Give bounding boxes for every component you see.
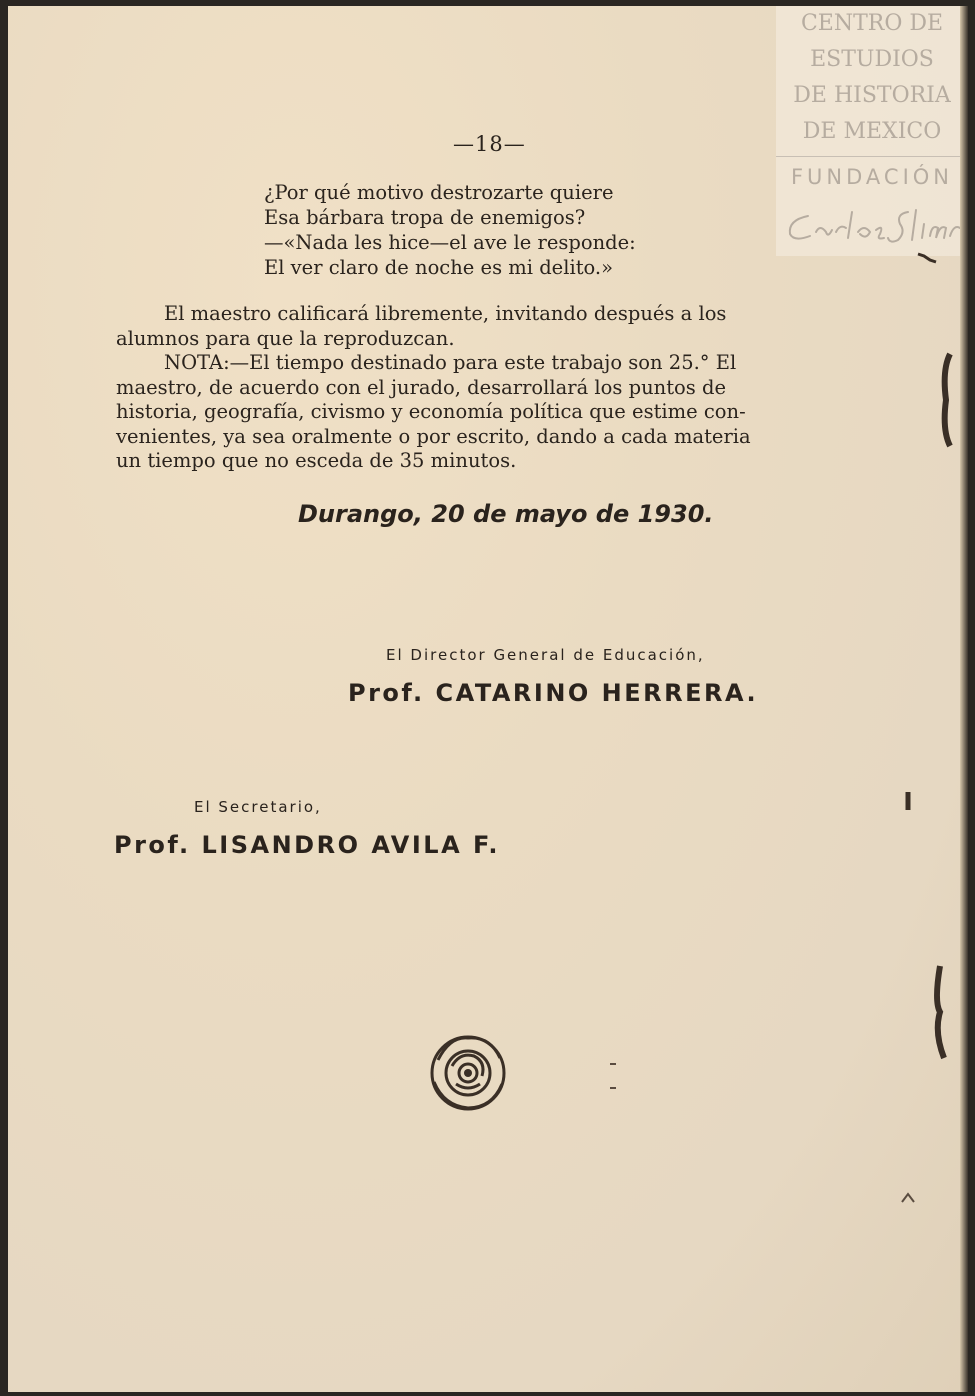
director-title: El Director General de Educación, bbox=[386, 646, 705, 664]
document-page bbox=[8, 6, 968, 1392]
director-name: Prof. CATARINO HERRERA. bbox=[348, 679, 759, 707]
verse-line: El ver claro de noche es mi delito.» bbox=[264, 256, 614, 279]
secretary-title: El Secretario, bbox=[194, 798, 322, 816]
body-line: NOTA:—El tiempo destinado para este trabajo son 25.° El bbox=[164, 351, 737, 374]
verse-line: —«Nada les hice—el ave le responde: bbox=[264, 231, 636, 254]
ink-mark bbox=[900, 1190, 916, 1206]
watermark-line: DE MEXICO bbox=[802, 119, 942, 144]
body-line: un tiempo que no esceda de 35 minutos. bbox=[116, 449, 517, 472]
watermark-line: DE HISTORIA bbox=[793, 83, 951, 108]
page-number: —18— bbox=[453, 132, 526, 156]
body-line: maestro, de acuerdo con el jurado, desarrollará los puntos de bbox=[116, 375, 727, 399]
page-edge bbox=[960, 6, 968, 1392]
body-line: venientes, ya sea oralmente o por escrito, dando a cada materia bbox=[116, 424, 751, 448]
bracket-mark-icon bbox=[936, 350, 956, 450]
ink-mark bbox=[916, 250, 938, 266]
date-line: Durango, 20 de mayo de 1930. bbox=[298, 500, 714, 528]
watermark-line: CENTRO DE bbox=[800, 11, 944, 36]
secretary-name: Prof. LISANDRO AVILA F. bbox=[114, 831, 500, 859]
verse-line: ¿Por qué motivo destrozarte quiere bbox=[264, 181, 614, 204]
ink-mark bbox=[901, 790, 915, 812]
body-line: historia, geografía, civismo y economía política que estime con- bbox=[116, 400, 746, 423]
body-line: El maestro calificará libremente, invitando después a los bbox=[164, 302, 727, 325]
watermark-divider bbox=[776, 156, 968, 157]
body-line: alumnos para que la reproduzcan. bbox=[116, 326, 455, 350]
body-paragraphs bbox=[116, 302, 856, 474]
verse-line: Esa bárbara tropa de enemigos? bbox=[264, 206, 586, 229]
ink-mark bbox=[608, 1060, 618, 1094]
signature-logo-icon bbox=[776, 202, 968, 257]
watermark-line: ESTUDIOS bbox=[810, 47, 934, 72]
bracket-mark-icon bbox=[932, 962, 952, 1062]
rose-ornament-icon bbox=[426, 1030, 510, 1121]
verse-block bbox=[264, 180, 636, 280]
archive-watermark bbox=[776, 6, 968, 256]
watermark-foundation: FUNDACIÓN bbox=[790, 165, 954, 189]
